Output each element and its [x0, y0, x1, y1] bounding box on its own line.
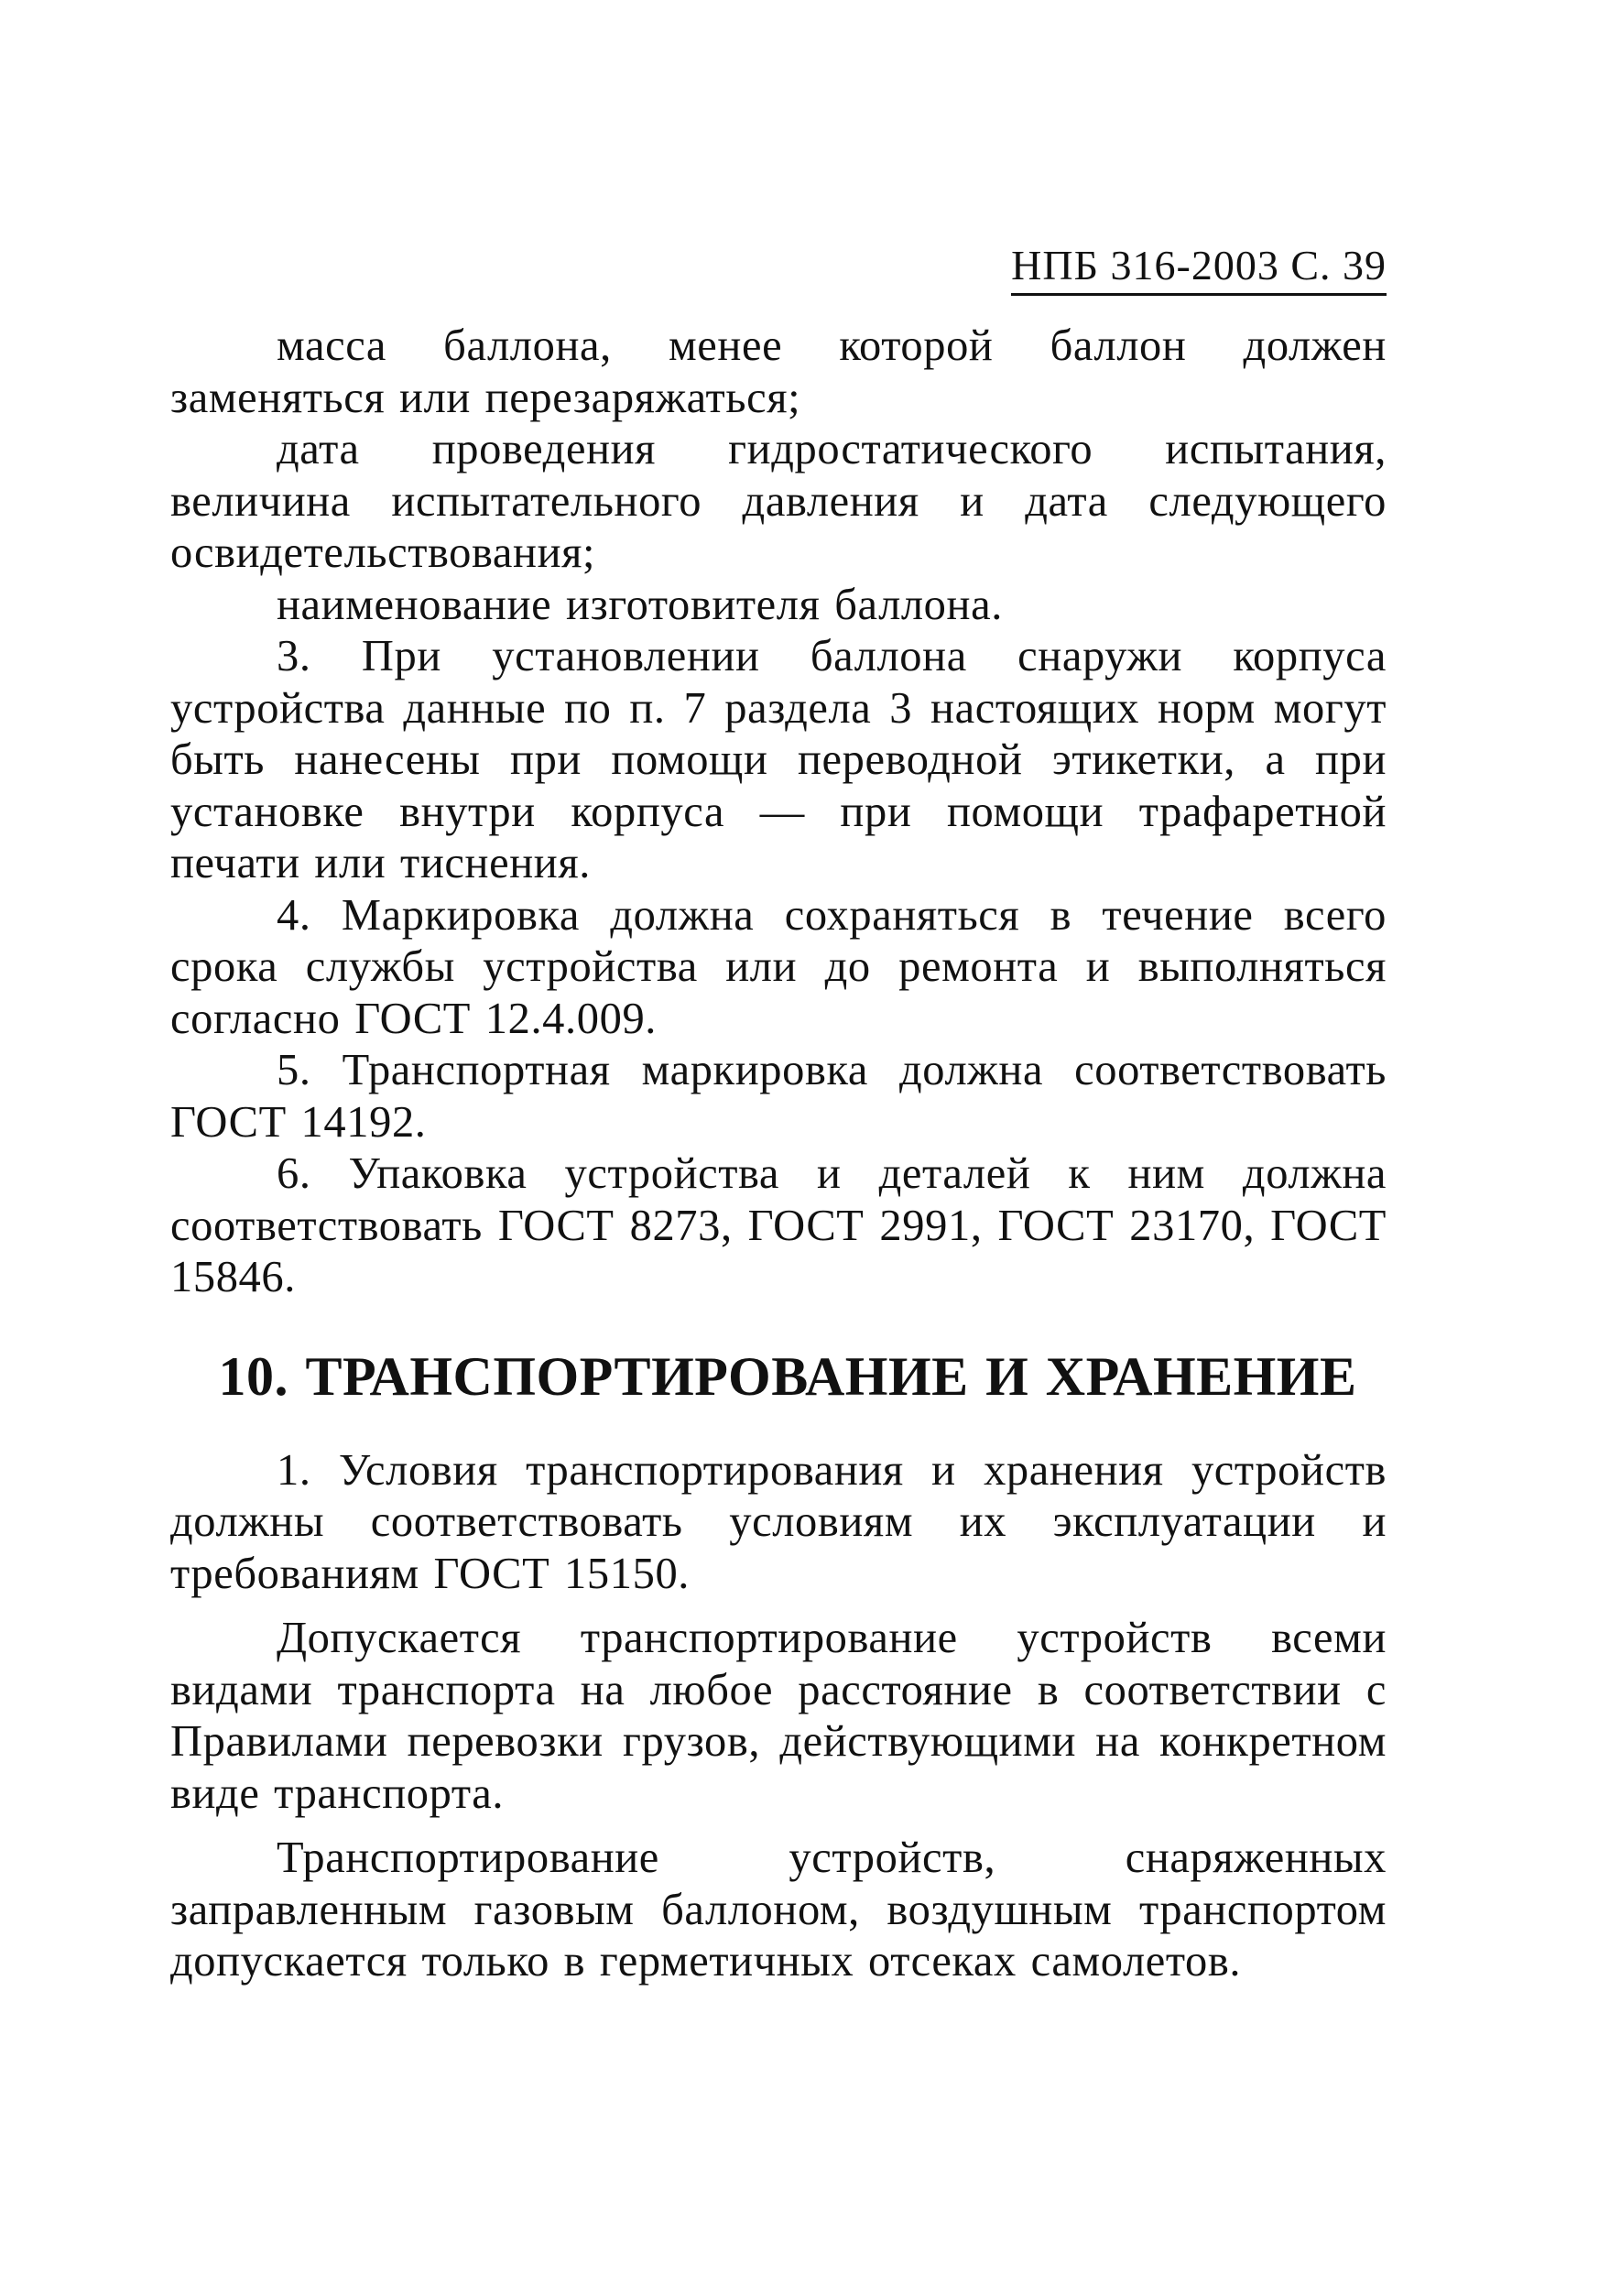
page-body	[170, 321, 1387, 1988]
paragraph: Транспортирование устройств, снаряженных заправленным газовым баллоном, воздушным транспортом допускается только в герметичных отсеках самолетов.	[170, 1834, 1387, 1986]
section-title: 10. ТРАНСПОРТИРОВАНИЕ И ХРАНЕНИЕ	[218, 1345, 1357, 1407]
paragraph: 6. Упаковка устройства и деталей к ним должна соответствовать ГОСТ 8273, ГОСТ 2991, ГОСТ 23170, ГОСТ 15846.	[170, 1149, 1387, 1301]
paragraph: 1. Условия транспортирования и хранения устройств должны соответствовать условиям их эксплуатации и требованиям ГОСТ 15150.	[170, 1445, 1387, 1598]
paragraph: 3. При установлении баллона снаружи корпуса устройства данные по п. 7 раздела 3 настоящих норм могут быть нанесены при помощи переводной этикетки, а при установке внутри корпуса — при помощи трафаретной печати или тиснения.	[170, 632, 1387, 887]
paragraph: 5. Транспортная маркировка должна соответствовать ГОСТ 14192.	[170, 1046, 1387, 1147]
paragraph: Допускается транспортирование устройств всеми видами транспорта на любое расстояние в соответствии с Правилами перевозки грузов, действующими на конкретном виде транспорта.	[170, 1614, 1387, 1818]
paragraph: дата проведения гидростатического испытания, величина испытательного давления и дата следующего освидетельствования;	[170, 425, 1387, 577]
running-head: НПБ 316-2003 С. 39	[1011, 240, 1387, 296]
paragraph: наименование изготовителя баллона.	[277, 580, 1003, 629]
paragraph: масса баллона, менее которой баллон должен заменяться или перезаряжаться;	[170, 321, 1387, 422]
paragraph: 4. Маркировка должна сохраняться в течение всего срока службы устройства или до ремонта и выполняться согласно ГОСТ 12.4.009.	[170, 890, 1387, 1043]
